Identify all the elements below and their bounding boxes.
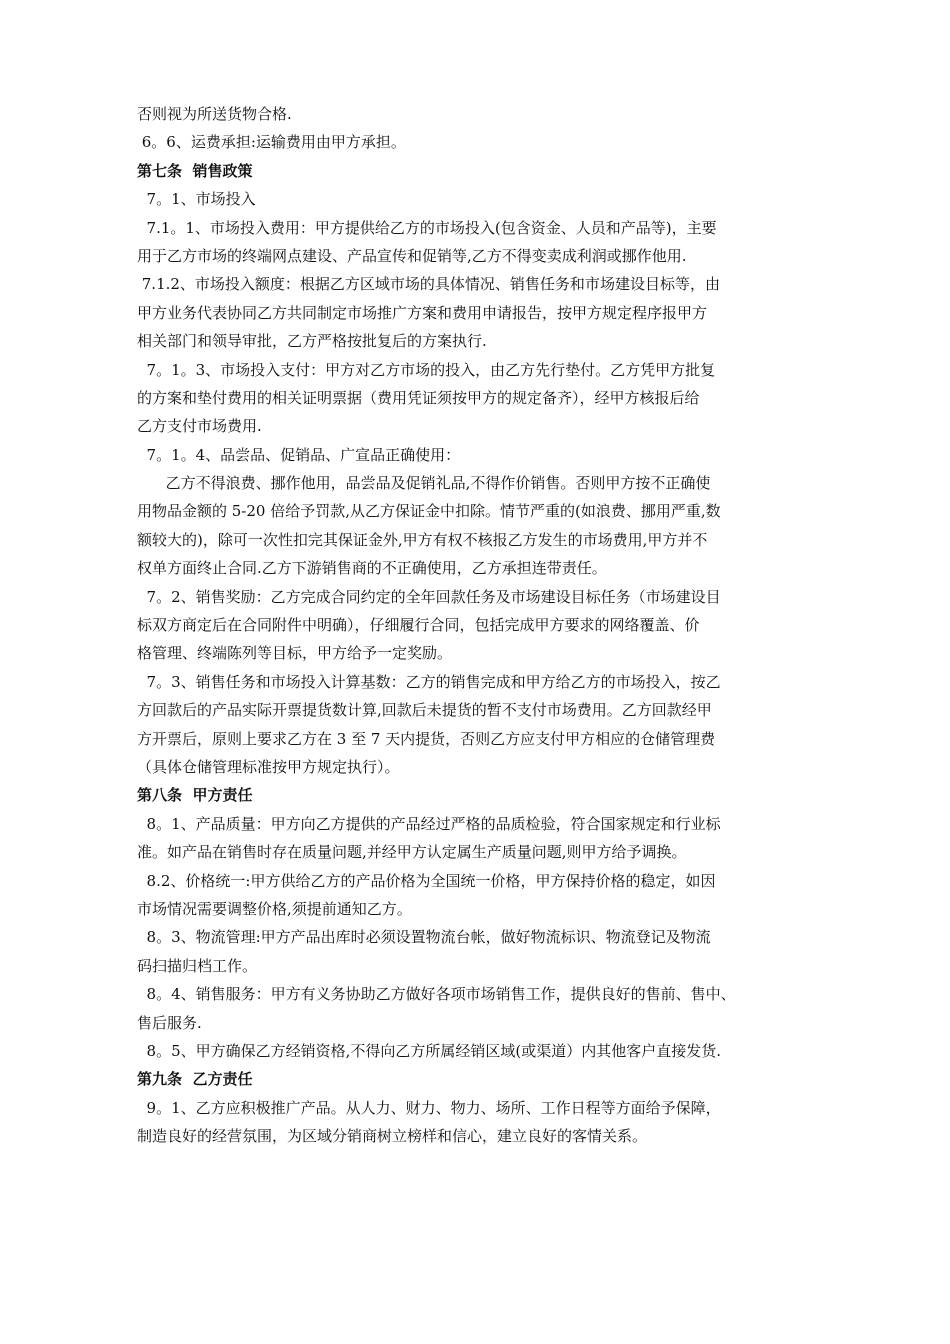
text-line: 8。1、产品质量：甲方向乙方提供的产品经过严格的品质检验，符合国家规定和行业标 (137, 814, 721, 833)
text-line: 甲方业务代表协同乙方共同制定市场推广方案和费用申请报告，按甲方规定程序报甲方 (137, 303, 708, 322)
text-line: 标双方商定后在合同附件中明确），仔细履行合同，包括完成甲方要求的网络覆盖、价 (137, 616, 700, 635)
text-line: 6。6、运费承担:运输费用由甲方承担。 (137, 133, 406, 152)
text-line: 售后服务. (137, 1013, 202, 1032)
text-line: 格管理、终端陈列等目标，甲方给予一定奖励。 (137, 644, 453, 663)
text-line: 否则视为所送货物合格. (137, 105, 292, 123)
text-line: 8.2、价格统一:甲方供给乙方的产品价格为全国统一价格，甲方保持价格的稳定，如因 (137, 871, 716, 890)
text-line: 7。3、销售任务和市场投入计算基数：乙方的销售完成和甲方给乙方的市场投入，按乙 (137, 672, 721, 691)
text-line: 8。3、物流管理:甲方产品出库时必须设置物流台帐，做好物流标识、物流登记及物流 (137, 928, 711, 947)
text-line: 9。1、乙方应积极推广产品。从人力、财力、物力、场所、工作日程等方面给予保障， (137, 1098, 721, 1117)
document-body (137, 100, 827, 1150)
text-line: 额较大的)，除可一次性扣完其保证金外,甲方有权不核报乙方发生的市场费用,甲方并不 (137, 530, 708, 549)
text-line: 制造良好的经营氛围，为区域分销商树立榜样和信心，建立良好的客情关系。 (137, 1127, 648, 1146)
text-line: 市场情况需要调整价格,须提前通知乙方。 (137, 899, 412, 918)
text-line: 7。1。4、品尝品、促销品、广宣品正确使用： (137, 445, 461, 464)
text-line: 方开票后，原则上要求乙方在 3 至 7 天内提货，否则乙方应支付甲方相应的仓储管理费 (137, 729, 716, 748)
text-line: 的方案和垫付费用的相关证明票据（费用凭证须按甲方的规定备齐），经甲方核报后给 (137, 388, 700, 407)
text-line: 8。4、销售服务：甲方有义务协助乙方做好各项市场销售工作，提供良好的售前、售中、 (137, 985, 736, 1004)
text-line: 方回款后的产品实际开票提货数计算,回款后未提货的暂不支付市场费用。乙方回款经甲 (137, 701, 712, 720)
text-line: 7。1。3、市场投入支付：甲方对乙方市场的投入，由乙方先行垫付。乙方凭甲方批复 (137, 360, 716, 379)
article-heading: 第七条 销售政策 (137, 161, 253, 180)
text-line: 码扫描归档工作。 (137, 956, 258, 975)
text-line: 用物品金额的 5-20 倍给予罚款,从乙方保证金中扣除。情节严重的(如浪费、挪用严重,数 (137, 502, 721, 521)
text-line: 7.1.2、市场投入额度：根据乙方区域市场的具体情况、销售任务和市场建设目标等，由 (137, 275, 720, 294)
text-line: 8。5、甲方确保乙方经销资格,不得向乙方所属经销区域(或渠道）内其他客户直接发货. (137, 1041, 722, 1060)
text-line: 相关部门和领导审批，乙方严格按批复后的方案执行. (137, 332, 487, 351)
text-line: 7。1、市场投入 (137, 190, 256, 209)
text-line: 准。如产品在销售时存在质量问题,并经甲方认定属生产质量问题,则甲方给予调换。 (137, 843, 687, 862)
article-heading: 第九条 乙方责任 (137, 1070, 253, 1089)
text-line: （具体仓储管理标准按甲方规定执行）。 (137, 757, 400, 776)
text-line: 乙方不得浪费、挪作他用，品尝品及促销礼品,不得作价销售。否则甲方按不正确使 (137, 474, 711, 493)
text-line: 7。2、销售奖励：乙方完成合同约定的全年回款任务及市场建设目标任务（市场建设目 (137, 587, 721, 606)
text-line: 用于乙方市场的终端网点建设、产品宣传和促销等,乙方不得变卖成利润或挪作他用. (137, 246, 687, 265)
article-heading: 第八条 甲方责任 (137, 786, 253, 805)
text-line: 乙方支付市场费用. (137, 417, 262, 436)
text-line: 7.1。1、市场投入费用：甲方提供给乙方的市场投入(包含资金、人员和产品等)，主要 (137, 218, 717, 237)
text-line: 权单方面终止合同.乙方下游销售商的不正确使用，乙方承担连带责任。 (137, 559, 607, 578)
